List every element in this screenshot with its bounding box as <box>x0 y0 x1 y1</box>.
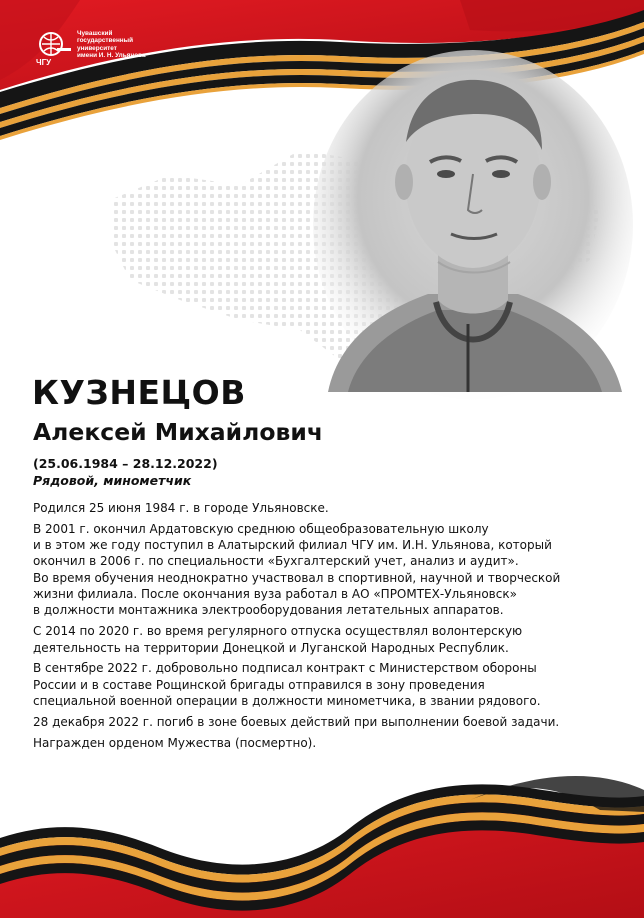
life-dates: (25.06.1984 – 28.12.2022) <box>33 456 218 471</box>
bio-line: в должности монтажника электрооборудования летательных аппаратов. <box>33 603 504 618</box>
bio-line: С 2014 по 2020 г. во время регулярного отпуска осуществлял волонтерскую <box>33 624 523 639</box>
bio-paragraph <box>33 500 623 516</box>
university-name-line: государственный <box>77 37 134 45</box>
university-name-line: университет <box>77 44 117 52</box>
bio-line: жизни филиала. После окончания вуза работал в АО «ПРОМТЕХ-Ульяновск» <box>33 587 517 602</box>
bio-line: 28 декабря 2022 г. погиб в зоне боевых действий при выполнении боевой задачи. <box>33 714 560 729</box>
person-given-names: Алексей Михайлович <box>33 418 323 446</box>
biography <box>33 500 623 756</box>
bio-paragraph <box>33 735 623 751</box>
portrait-sketch <box>318 62 628 392</box>
bio-line: В сентябре 2022 г. добровольно подписал контракт с Министерством обороны <box>33 661 537 676</box>
bio-line: окончил в 2006 г. по специальности «Бухгалтерский учет, анализ и аудит». <box>33 554 519 569</box>
bio-paragraph <box>33 714 623 730</box>
bio-paragraph <box>33 623 623 656</box>
svg-text:ЧГУ: ЧГУ <box>36 58 52 67</box>
bio-line: и в этом же году поступил в Алатырский филиал ЧГУ им. И.Н. Ульянова, который <box>33 538 552 553</box>
university-name-line: имени И. Н. Ульянова <box>77 52 146 60</box>
university-logo[interactable] <box>33 28 167 68</box>
bio-line: Родился 25 июня 1984 г. в городе Ульяновске. <box>33 501 329 515</box>
bio-paragraph <box>33 521 623 619</box>
bio-line: В 2001 г. окончил Ардатовскую среднюю общеобразовательную школу <box>33 521 489 536</box>
bio-line: деятельность на территории Донецкой и Луганской Народных Республик. <box>33 640 509 655</box>
bio-line: Во время обучения неоднократно участвовал в спортивной, научной и творческой <box>33 570 561 585</box>
military-rank: Рядовой, минометчик <box>33 473 192 488</box>
university-name-line: Чувашский <box>77 30 113 37</box>
bio-line: Награжден орденом Мужества (посмертно). <box>33 735 317 750</box>
bio-line: России и в составе Рощинской бригады отправился в зону проведения <box>33 677 485 692</box>
university-emblem-icon <box>33 28 73 68</box>
bio-paragraph <box>33 660 623 709</box>
person-surname: КУЗНЕЦОВ <box>32 373 246 412</box>
university-name <box>77 30 167 60</box>
bio-line: специальной военной операции в должности минометчика, в звании рядового. <box>33 694 541 709</box>
